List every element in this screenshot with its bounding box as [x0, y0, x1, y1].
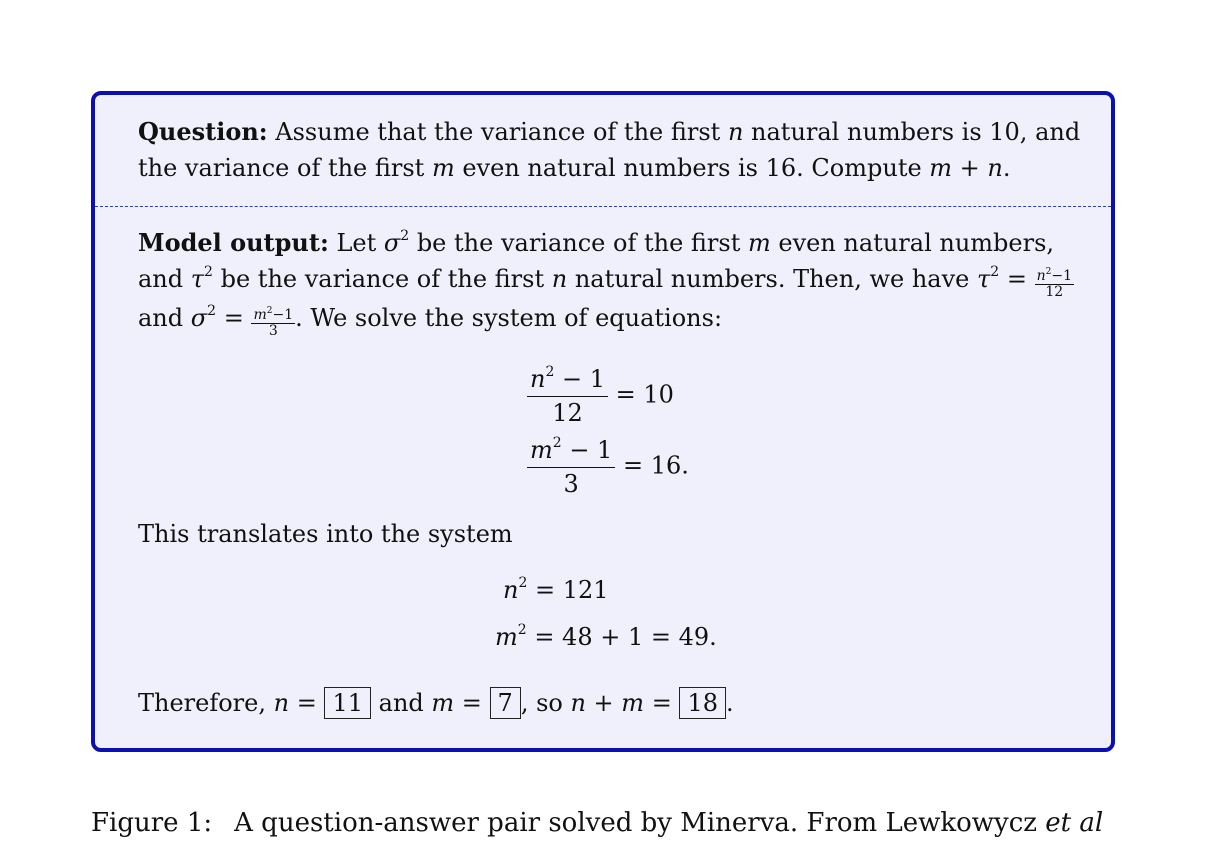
- answer-box-n: 11: [324, 687, 371, 719]
- answer-box-sum: 18: [679, 687, 726, 719]
- figure-number: Figure 1:: [91, 808, 213, 838]
- question-label: Question:: [138, 117, 268, 146]
- conclusion-line: Therefore, n = 11 and m = 7 , so n + m = 18 .: [138, 689, 734, 717]
- section-divider: [95, 206, 1111, 207]
- question-line-2: the variance of the first m even natural numbers is 16. Compute m + n.: [138, 154, 1011, 182]
- question-paragraph: [138, 114, 1081, 186]
- system-equation-1: $n^2 = 121$: [503, 575, 609, 604]
- answer-box-m: 7: [490, 687, 521, 719]
- model-output-line-1: Model output: Let $\sigma^2$ be the variance of the first m even natural numbers,: [138, 228, 1055, 257]
- equation-2: $\frac{m^2 - 1}{3}$ = 16.: [527, 436, 689, 498]
- question-line-1: Question: Assume that the variance of the first n natural numbers is 10, and: [138, 117, 1081, 146]
- figure-caption: Figure 1: A question-answer pair solved by Minerva. From Lewkowycz et al: [91, 808, 1104, 838]
- equation-2-fraction: $\frac{m^2 - 1}{3}$: [527, 436, 615, 498]
- equation-1-fraction: $\frac{n^2 - 1}{12}$: [527, 365, 608, 427]
- model-output-line-2: and $\tau^2$ be the variance of the first n natural numbers. Then, we have $\tau^2$ = $\frac{n^2-1}{12}$: [138, 264, 1072, 300]
- translate-text: This translates into the system: [138, 520, 513, 548]
- model-output-paragraph: [138, 225, 1078, 339]
- model-output-line-3: and $\sigma^2$ = $\frac{m^2-1}{3}$ . We solve the system of equations:: [138, 303, 723, 339]
- system-equation-2: $m^2 = 48 + 1 = 49$.: [495, 622, 717, 651]
- qa-box: [91, 91, 1115, 752]
- equation-1: $\frac{n^2 - 1}{12}$ = 10: [527, 365, 674, 427]
- inline-fraction-sigma: $\frac{m^2-1}{3}$: [253, 306, 294, 339]
- inline-fraction-tau: $\frac{n^2-1}{12}$: [1036, 267, 1072, 300]
- model-output-label: Model output:: [138, 228, 329, 257]
